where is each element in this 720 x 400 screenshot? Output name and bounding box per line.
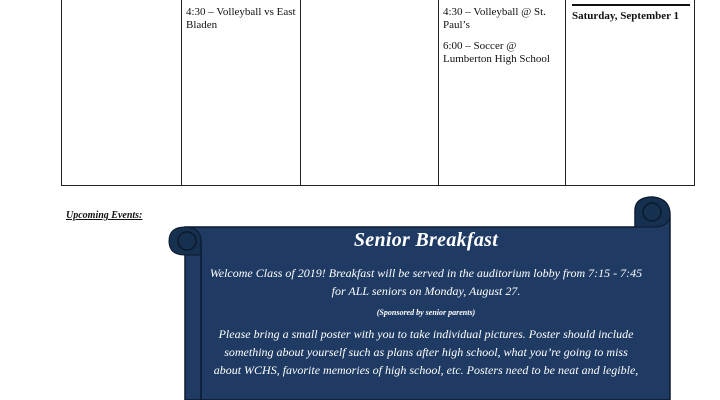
calendar-event: 6:00 – Soccer @ Lumberton High School (443, 40, 550, 65)
scroll-text (197, 229, 655, 379)
senior-breakfast-scroll (165, 195, 675, 400)
banner-line: Please bring a small poster with you to take individual pictures. Poster should include (218, 327, 634, 341)
calendar-event: 4:30 – Volleyball @ St. Paul’s (443, 6, 546, 31)
banner-title: Senior Breakfast (353, 229, 499, 251)
banner-sponsor: (Sponsored by senior parents) (376, 308, 476, 317)
saturday-date-label: Saturday, September 1 (572, 10, 680, 22)
banner-line: Welcome Class of 2019! Breakfast will be served in the auditorium lobby from 7:15 - 7:45 (209, 266, 643, 280)
calendar-cell-monday (62, 0, 182, 186)
calendar-table (61, 0, 695, 186)
calendar-cell-friday-saturday (566, 0, 696, 186)
banner-line: for ALL seniors on Monday, August 27. (331, 284, 521, 298)
calendar-cell-wednesday (301, 0, 439, 186)
saturday-divider (572, 4, 690, 6)
calendar-event: 4:30 – Volleyball vs East Bladen (186, 6, 296, 31)
banner-line: about WCHS, favorite memories of high school, etc. Posters need to be neat and legible, (213, 363, 639, 377)
calendar-cell-tuesday (182, 0, 301, 186)
calendar-cell-thursday (439, 0, 566, 186)
banner-line: something about yourself such as plans after high school, what you’re going to miss (224, 345, 628, 359)
upcoming-events-heading: Upcoming Events: (66, 210, 143, 221)
